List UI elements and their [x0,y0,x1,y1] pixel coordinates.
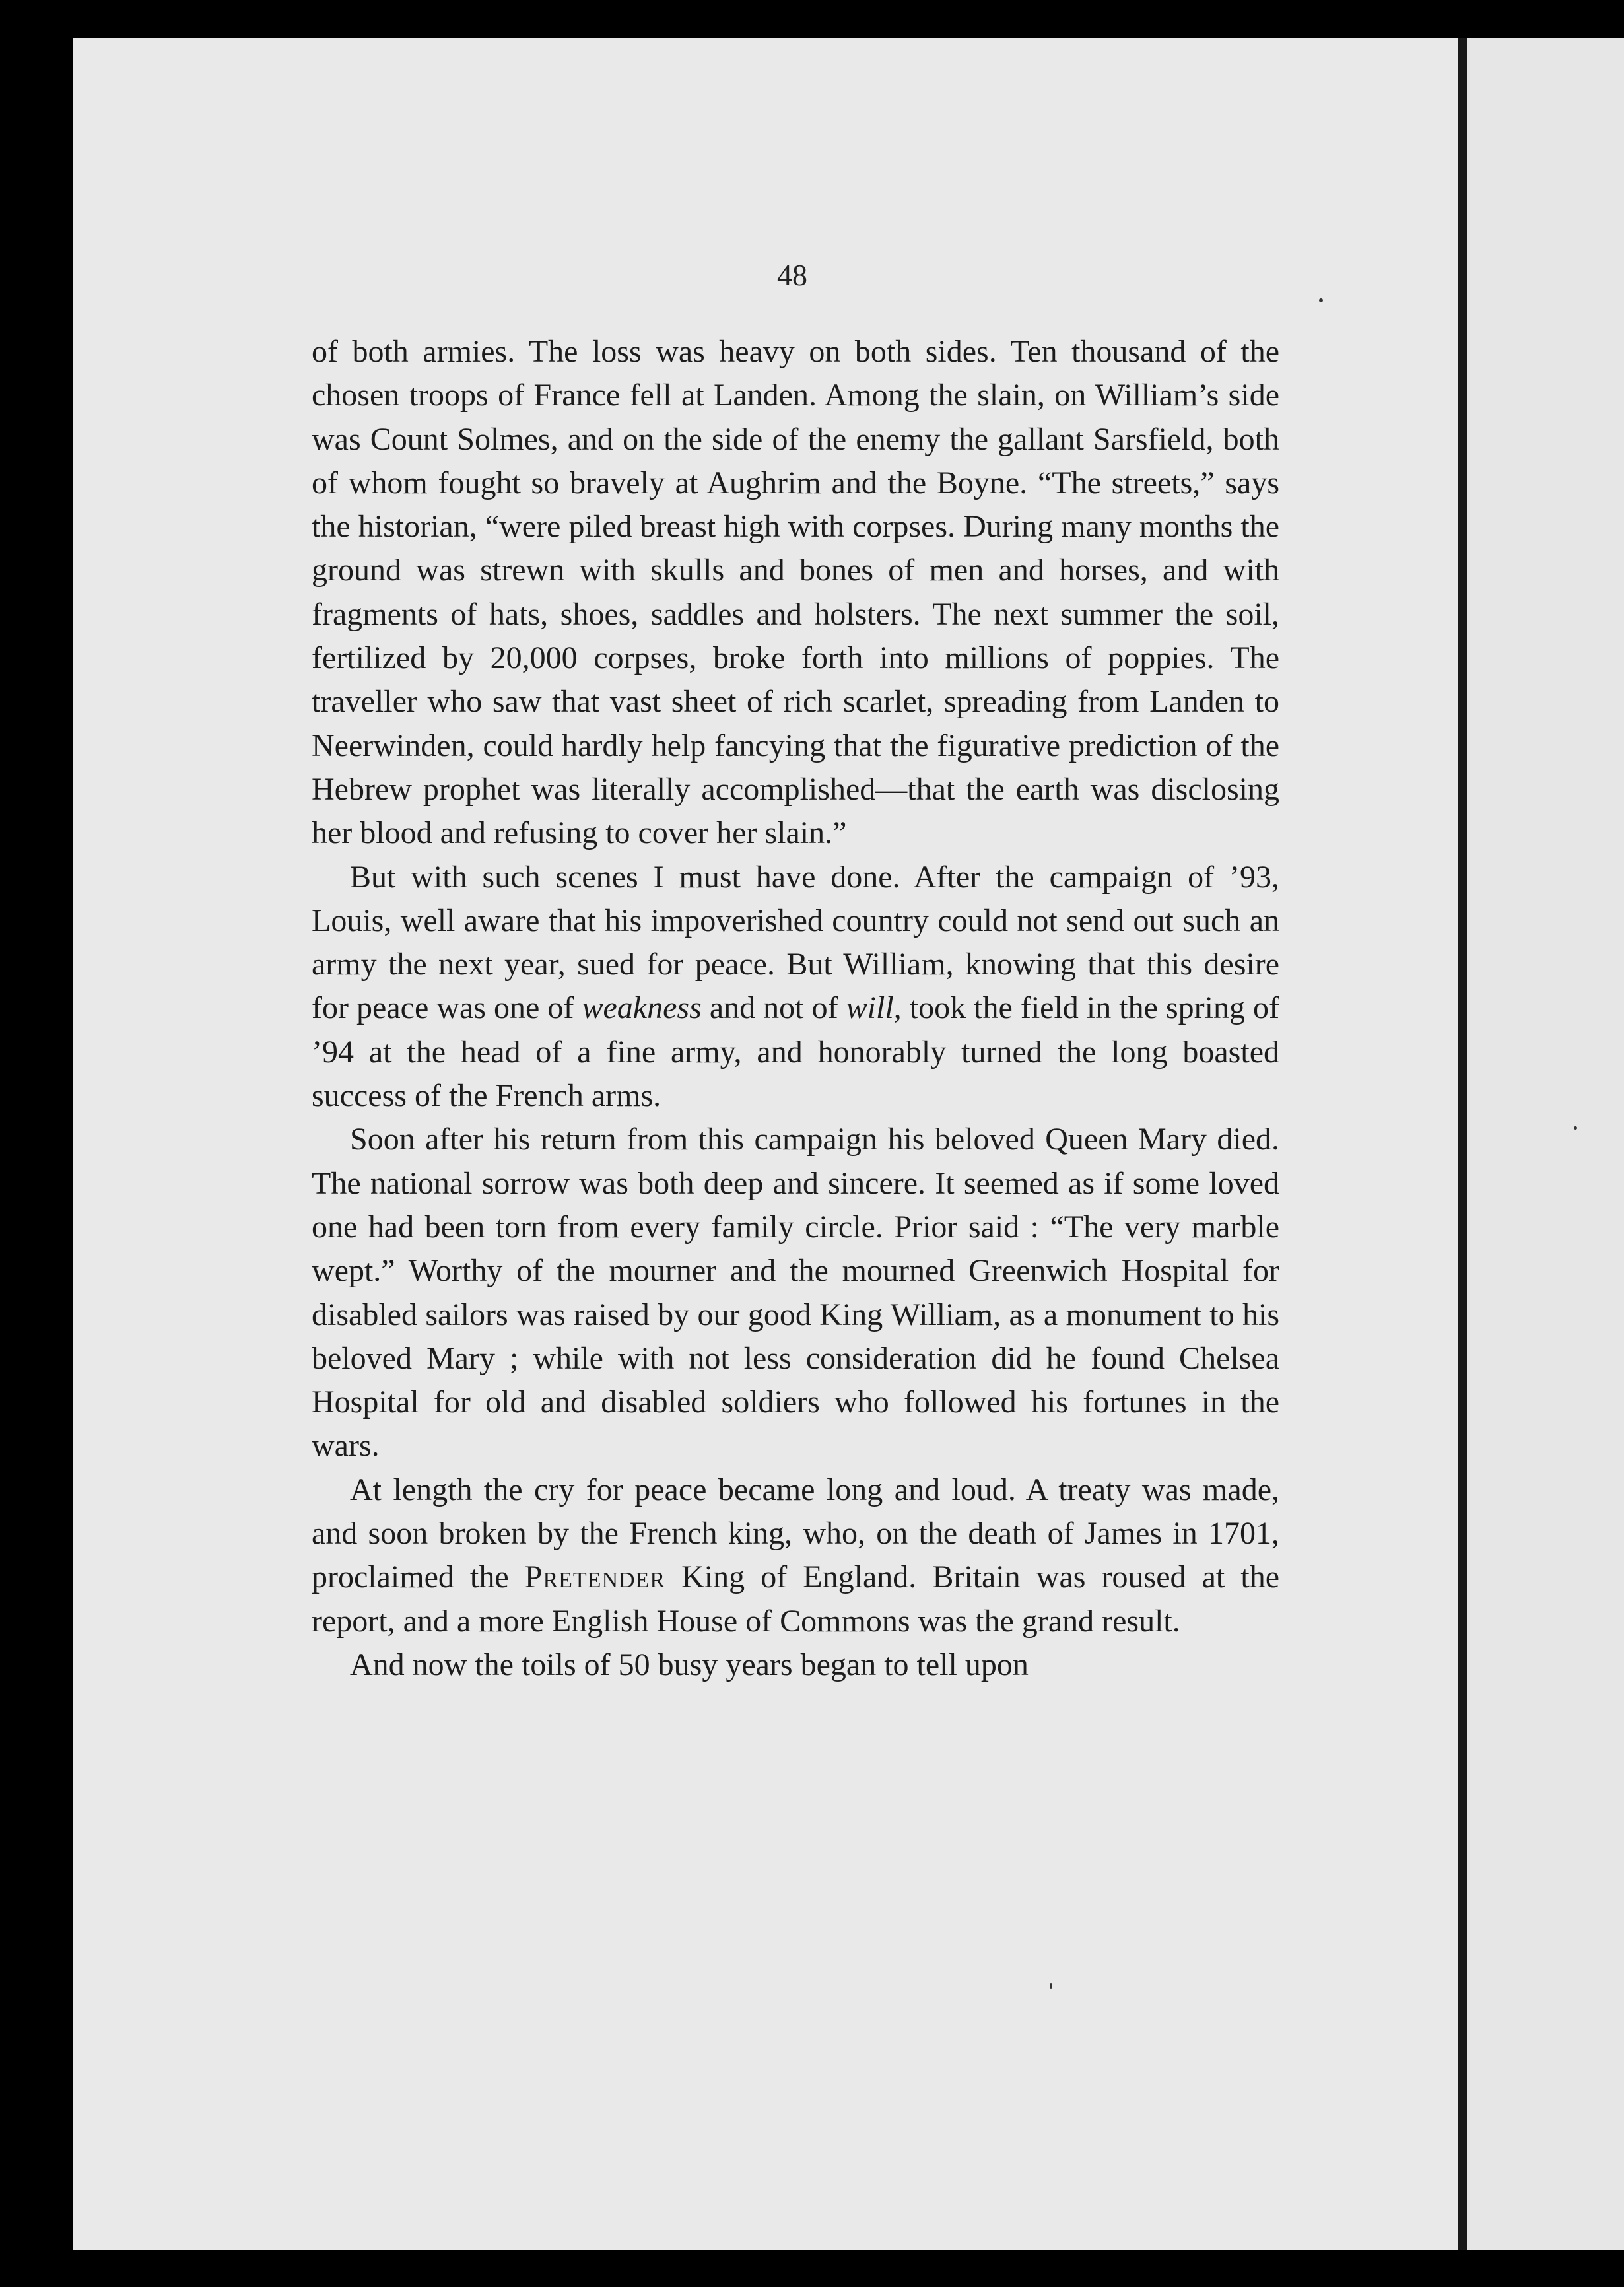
paragraph [312,330,1279,856]
text-segment: King of England. Britain was roused at the report, and a more English House of Commons was the grand result. [312,1559,1280,1639]
scan-speck [1574,1126,1577,1130]
text-segment: At length the cry for peace became long and loud. A treaty was made, and soon broken by the French king, who, on the death of James in 1701, proclaimed the [312,1472,1279,1595]
text-segment: But with such scenes I must have done. After the campaign of ’93, Louis, well aware that his impoverished country could not send out such an army the next year, sued for peace. But William, knowing that this desire for peace was one of [312,859,1279,1026]
paragraph [312,856,1279,1118]
paragraph [312,1643,1279,1687]
facing-page-edge [1467,38,1624,2250]
paragraph [312,1468,1279,1643]
page-gutter [1458,38,1467,2250]
text-segment: And now the toils of 50 busy years began to tell upon [350,1647,1029,1682]
paragraph [312,1118,1279,1468]
text-segment: and not of [701,990,846,1026]
text-segment: took the field in the spring of ’94 at the head of a fine army, and honorably turned the long boasted success of the French arms. [312,990,1280,1114]
text-segment: Soon after his return from this campaign his beloved Queen Mary died. The national sorrow was both deep and sincere. It seemed as if some loved one had been torn from every family circle. Prior said : “The very marble wept.” Worthy of the mourner and the mourned Greenwich Hospital for disabled sailors was raised by our good King William, as a monument to his beloved Mary ; while with not less consideration did he found Chelsea Hospital for old and disabled soldiers who followed his fortunes in the wars. [312,1122,1279,1464]
scan-speck [1319,298,1323,302]
italic-text: will, [846,990,902,1026]
smallcaps-text: Pretender [524,1559,665,1595]
page-number: 48 [777,258,807,292]
body-text [312,330,1279,1687]
text-segment: of both armies. The loss was heavy on both sides. Ten thousand of the chosen troops of France fell at Landen. Among the slain, on William’s side was Count Solmes, and on the side of the enemy the gallant Sarsfield, both of whom fought so bravely at Aughrim and the Boyne. “The streets,” says the historian, “were piled breast high with corpses. During many months the ground was strewn with skulls and bones of men and horses, and with fragments of hats, shoes, saddles and holsters. The next summer the soil, fertilized by 20,000 corpses, broke forth into millions of poppies. The traveller who saw that vast sheet of rich scarlet, spreading from Landen to Neerwinden, could hardly help fancying that the figurative prediction of the Hebrew prophet was literally accomplished—that the earth was disclosing her blood and refusing to cover her slain.” [312,334,1279,851]
scan-speck [1050,1983,1052,1989]
italic-text: weakness [582,990,702,1026]
